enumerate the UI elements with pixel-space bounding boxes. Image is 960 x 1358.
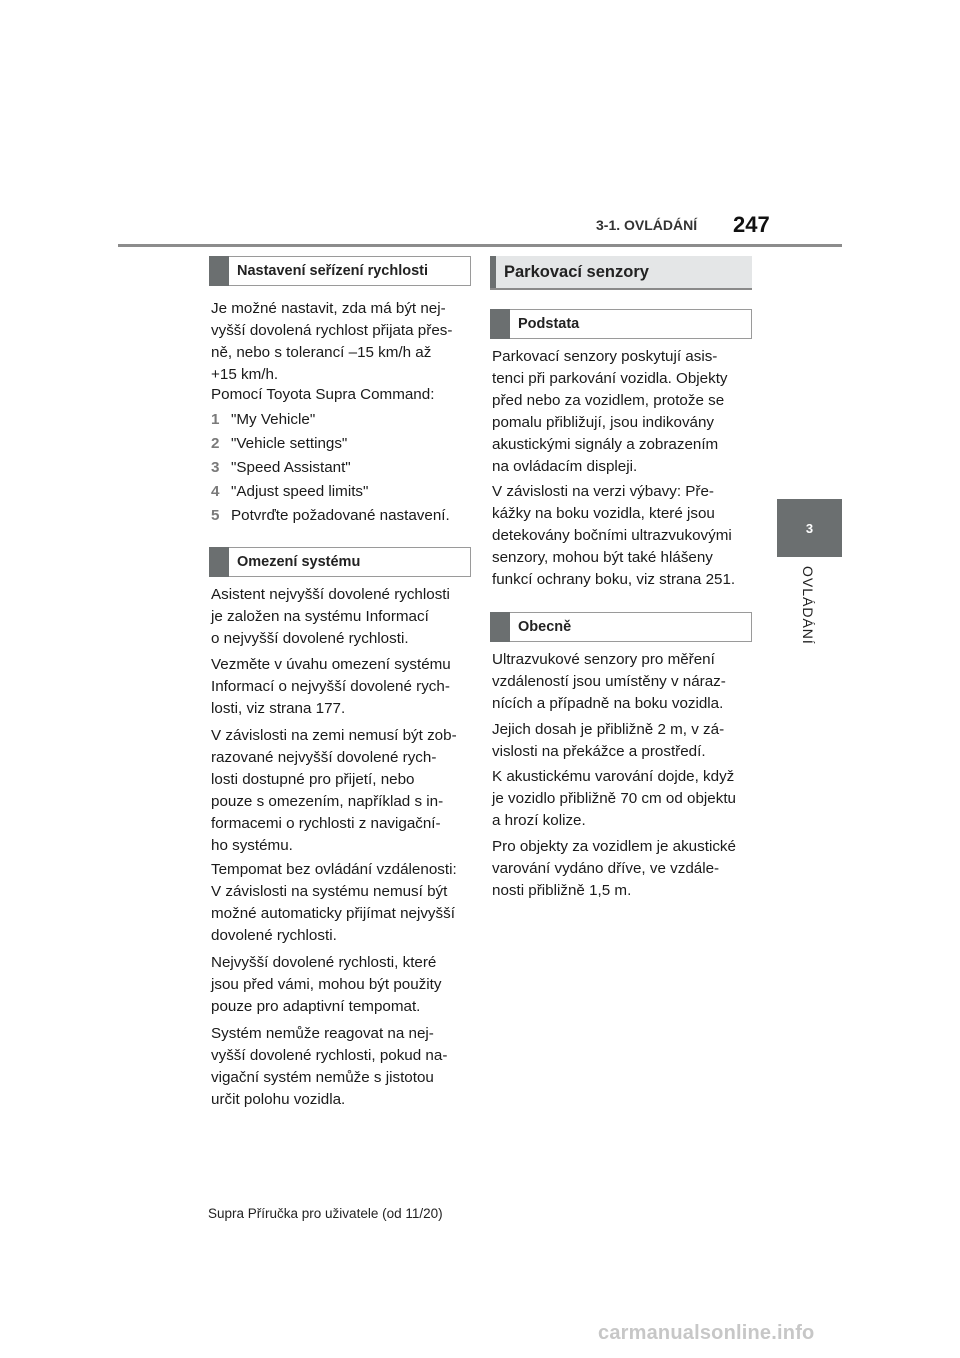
- section-heading: 3-1. OVLÁDÁNÍ: [596, 217, 698, 233]
- step-item: [211, 457, 351, 479]
- step-number: 4: [211, 483, 220, 500]
- section-title-basics: [490, 309, 752, 339]
- chapter-tab: 3: [777, 499, 842, 557]
- step-text: Potvrďte požadované nastavení.: [231, 507, 450, 524]
- page-number: 247: [733, 212, 770, 237]
- step-number: 5: [211, 507, 220, 524]
- paragraph: Ultrazvukové senzory pro měření vzdáleností jsou umístěny v náraz- nících a případně na boku vozidla.: [492, 651, 726, 712]
- section-marker: [490, 612, 510, 642]
- section-title-system-limits: [209, 547, 471, 577]
- footer-text: Supra Příručka pro uživatele (od 11/20): [208, 1206, 443, 1221]
- step-item: [211, 409, 315, 431]
- section-title-label: Podstata: [518, 316, 580, 332]
- paragraph: Nejvyšší dovolené rychlosti, které jsou před vámi, mohou být použity pouze pro adaptivní tempomat.: [211, 954, 442, 1015]
- watermark: carmanualsonline.info: [598, 1322, 815, 1344]
- left-column: [209, 0, 471, 1358]
- step-item: [211, 481, 368, 503]
- step-text: "My Vehicle": [231, 411, 316, 428]
- paragraph: Pro objekty za vozidlem je akustické varování vydáno dříve, ve vzdále- nosti přibližně 1,5 m.: [492, 838, 736, 899]
- paragraph: Asistent nejvyšší dovolené rychlosti je založen na systému Informací o nejvyšší dovolené rychlosti.: [211, 586, 450, 647]
- section-title-label: Omezení systému: [237, 554, 361, 570]
- paragraph: Pomocí Toyota Supra Command:: [211, 386, 435, 403]
- step-item: [211, 433, 347, 455]
- paragraph: Jejich dosah je přibližně 2 m, v zá- vislosti na překážce a prostředí.: [492, 721, 725, 760]
- section-marker: [209, 256, 229, 286]
- step-text: "Vehicle settings": [231, 435, 348, 452]
- section-title-label: Nastavení seřízení rychlosti: [237, 263, 428, 279]
- section-marker: [209, 547, 229, 577]
- right-column: [490, 0, 752, 1358]
- section-marker: [490, 309, 510, 339]
- step-text: "Speed Assistant": [231, 459, 351, 476]
- section-title-speed-adjust: [209, 256, 471, 286]
- paragraph: V závislosti na verzi výbavy: Pře- kážky na boku vozidla, které jsou detekovány bočními ultrazvukovými senzory, mohou být také hlášeny funkcí ochrany boku, viz strana 251.: [492, 483, 736, 588]
- section-title-label: Obecně: [518, 619, 572, 635]
- section-title-general: [490, 612, 752, 642]
- step-number: 1: [211, 411, 220, 428]
- paragraph: Systém nemůže reagovat na nej- vyšší dovolené rychlosti, pokud na- vigační systém nemůže s jistotou určit polohu vozidla.: [211, 1025, 448, 1108]
- step-text: "Adjust speed limits": [231, 483, 369, 500]
- step-number: 3: [211, 459, 220, 476]
- chapter-label: OVLÁDÁNÍ: [800, 566, 816, 645]
- main-section-label: Parkovací senzory: [504, 262, 649, 281]
- paragraph: V závislosti na zemi nemusí být zob- razované nejvyšší dovolené rych- losti dostupné pro přijetí, nebo pouze s omezením, například s in- formacemi o rychlosti z navigační- ho systému.: [211, 727, 457, 854]
- paragraph: K akustickému varování dojde, když je vozidlo přibližně 70 cm od objektu a hrozí kolize.: [492, 768, 736, 829]
- paragraph: Parkovací senzory poskytují asis- tenci při parkování vozidla. Objekty před nebo za vozidlem, protože se pomalu přibližují, jsou indikovány akustickými signály a zobrazením na ovládacím displeji.: [492, 348, 728, 475]
- step-number: 2: [211, 435, 220, 452]
- paragraph: Vezměte v úvahu omezení systému Informací o nejvyšší dovolené rych- losti, viz strana 177.: [211, 656, 451, 717]
- main-section-title: [490, 256, 752, 290]
- step-item: [211, 505, 450, 527]
- paragraph: Tempomat bez ovládání vzdálenosti: V závislosti na systému nemusí být možné automaticky přijímat nejvyšší dovolené rychlosti.: [211, 861, 457, 944]
- paragraph: Je možné nastavit, zda má být nej- vyšší dovolená rychlost přijata přes- ně, nebo s tolerancí –15 km/h až +15 km/h.: [211, 300, 453, 383]
